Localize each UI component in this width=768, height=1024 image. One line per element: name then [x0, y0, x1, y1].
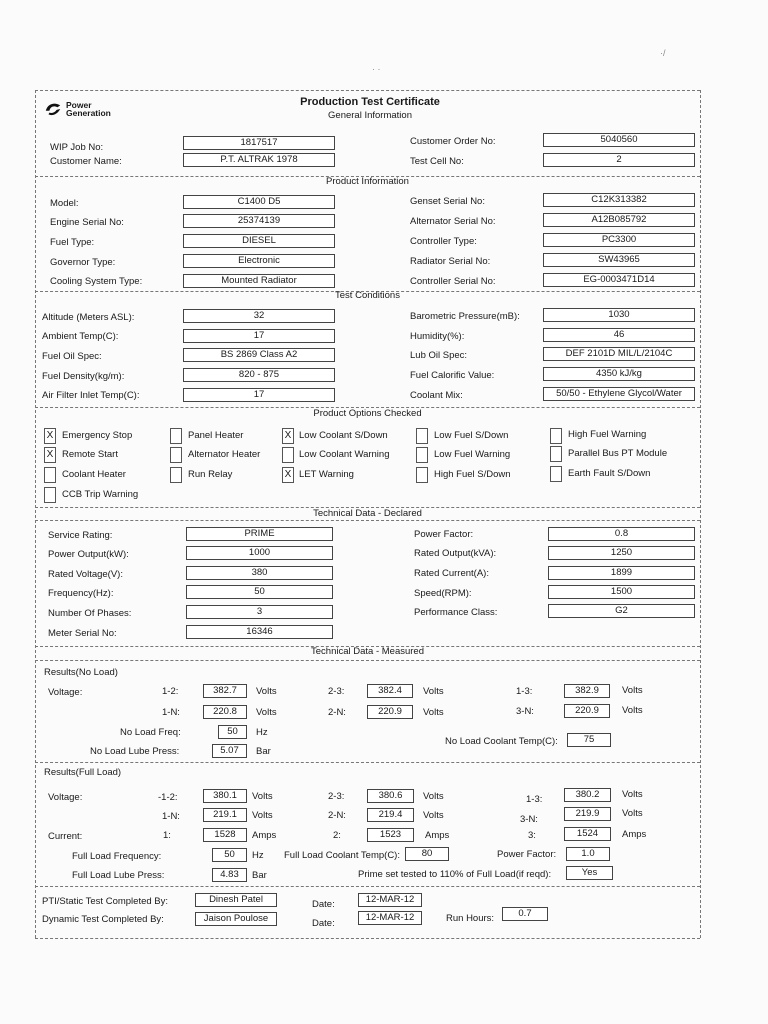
phase-label: 2:: [333, 830, 341, 841]
power-output-label: Power Output(kW):: [48, 549, 129, 560]
wip-job-label: WIP Job No:: [50, 142, 104, 153]
fuel-calorific-label: Fuel Calorific Value:: [410, 370, 495, 381]
full-load-v13-field: 380.2: [564, 788, 611, 802]
service-rating-field: PRIME: [186, 527, 333, 541]
phase-label: 1-2:: [162, 686, 179, 697]
checkbox-low-fuel-warning[interactable]: [416, 447, 428, 463]
air-filter-field: 17: [183, 388, 335, 402]
no-load-lube-field: 5.07: [212, 744, 247, 758]
checkbox-earth-fault-sdown[interactable]: [550, 466, 562, 482]
full-load-coolant-field: 80: [405, 847, 449, 861]
full-load-voltage-label: Voltage:: [48, 792, 83, 803]
full-load-pf-label: Power Factor:: [497, 849, 557, 860]
frequency-field: 50: [186, 585, 333, 599]
full-load-c3-field: 1524: [564, 827, 611, 841]
no-load-coolant-label: No Load Coolant Temp(C):: [445, 736, 558, 747]
governor-type-label: Governor Type:: [50, 257, 116, 268]
no-load-freq-field: 50: [218, 725, 247, 739]
unit-volts: Volts: [252, 810, 273, 821]
unit-volts: Volts: [423, 686, 444, 697]
checkbox-low-coolant-sdown[interactable]: X: [282, 428, 294, 444]
form-border-bottom: [35, 938, 700, 939]
radiator-serial-label: Radiator Serial No:: [410, 256, 491, 267]
phases-label: Number Of Phases:: [48, 608, 132, 619]
checkbox-high-fuel-sdown[interactable]: [416, 467, 428, 483]
option-label: Run Relay: [188, 469, 233, 480]
option-label: Alternator Heater: [188, 449, 261, 460]
unit-volts: Volts: [423, 791, 444, 802]
divider: [35, 886, 700, 887]
scan-speck: ·/: [660, 48, 666, 58]
radiator-serial-field: SW43965: [543, 253, 695, 267]
unit-volts: Volts: [622, 685, 643, 696]
brand-name: Power Generation: [66, 100, 111, 118]
full-load-c1-field: 1528: [203, 828, 247, 842]
lub-oil-field: DEF 2101D MIL/L/2104C: [543, 347, 695, 361]
unit-volts: Volts: [256, 686, 277, 697]
divider: [35, 660, 700, 661]
checkbox-parallel-bus-pt[interactable]: [550, 446, 562, 462]
unit-hz: Hz: [256, 727, 268, 738]
cooling-system-label: Cooling System Type:: [50, 276, 143, 287]
power-factor-field: 0.8: [548, 527, 695, 541]
option-label: Earth Fault S/Down: [568, 468, 651, 479]
customer-name-label: Customer Name:: [50, 156, 122, 167]
unit-bar: Bar: [256, 746, 271, 757]
phase-label: 3-N:: [520, 814, 538, 825]
divider: [35, 520, 700, 521]
controller-serial-field: EG-0003471D14: [543, 273, 695, 287]
full-load-v2n-field: 219.4: [367, 808, 414, 822]
option-label: Low Coolant S/Down: [299, 430, 388, 441]
option-label: Low Fuel Warning: [434, 449, 511, 460]
phase-label: 3-N:: [516, 706, 534, 717]
rated-voltage-label: Rated Voltage(V):: [48, 569, 123, 580]
no-load-coolant-field: 75: [567, 733, 611, 747]
rated-kva-field: 1250: [548, 546, 695, 560]
checkbox-low-coolant-warning[interactable]: [282, 447, 294, 463]
form-border-right: [700, 90, 701, 938]
option-label: Low Fuel S/Down: [434, 430, 509, 441]
current-label: Current:: [48, 831, 83, 842]
section-heading-measured: Technical Data - Measured: [311, 646, 424, 657]
option-label: Parallel Bus PT Module: [568, 448, 668, 459]
no-load-v12-field: 382.7: [203, 684, 247, 698]
baro-field: 1030: [543, 308, 695, 322]
checkbox-ccb-trip-warning[interactable]: [44, 487, 56, 503]
full-load-freq-field: 50: [212, 848, 247, 862]
pti-completed-field: Dinesh Patel: [195, 893, 277, 907]
section-heading-product: Product Information: [326, 176, 409, 187]
frequency-label: Frequency(Hz):: [48, 588, 114, 599]
run-hours-field: 0.7: [502, 907, 548, 921]
option-label: Panel Heater: [188, 430, 244, 441]
option-label: High Fuel Warning: [568, 429, 647, 440]
full-load-v12-field: 380.1: [203, 789, 247, 803]
checkbox-remote-start[interactable]: X: [44, 447, 56, 463]
page-title: Production Test Certificate: [300, 96, 440, 108]
unit-volts: Volts: [622, 808, 643, 819]
full-load-lube-field: 4.83: [212, 868, 247, 882]
fuel-density-field: 820 - 875: [183, 368, 335, 382]
fuel-oil-field: BS 2869 Class A2: [183, 348, 335, 362]
unit-amps: Amps: [622, 829, 647, 840]
performance-class-label: Performance Class:: [414, 607, 498, 618]
dynamic-completed-field: Jaison Poulose: [195, 912, 277, 926]
baro-label: Barometric Pressure(mB):: [410, 311, 520, 322]
coolant-mix-label: Coolant Mix:: [410, 390, 463, 401]
full-load-freq-label: Full Load Frequency:: [72, 851, 162, 862]
meter-serial-label: Meter Serial No:: [48, 628, 117, 639]
option-label: CCB Trip Warning: [62, 489, 139, 500]
rated-current-label: Rated Current(A):: [414, 568, 489, 579]
humidity-label: Humidity(%):: [410, 331, 465, 342]
option-label: Low Coolant Warning: [299, 449, 390, 460]
performance-class-field: G2: [548, 604, 695, 618]
fuel-density-label: Fuel Density(kg/m):: [42, 371, 125, 382]
no-load-heading: Results(No Load): [44, 667, 118, 678]
checkbox-emergency-stop[interactable]: X: [44, 428, 56, 444]
section-heading-options: Product Options Checked: [313, 408, 422, 419]
overload-test-field: Yes: [566, 866, 613, 880]
governor-type-field: Electronic: [183, 254, 335, 268]
option-label: High Fuel S/Down: [434, 469, 511, 480]
phases-field: 3: [186, 605, 333, 619]
unit-volts: Volts: [423, 707, 444, 718]
unit-volts: Volts: [423, 810, 444, 821]
phase-label: 2-3:: [328, 791, 345, 802]
checkbox-high-fuel-warning[interactable]: [550, 428, 562, 444]
phase-label: 2-N:: [328, 810, 346, 821]
scan-speck: · ·: [372, 64, 381, 74]
altitude-field: 32: [183, 309, 335, 323]
phase-label: 3:: [528, 830, 536, 841]
full-load-v3n-field: 219.9: [564, 807, 611, 821]
fuel-calorific-field: 4350 kJ/kg: [543, 367, 695, 381]
power-factor-label: Power Factor:: [414, 529, 474, 540]
model-field: C1400 D5: [183, 195, 335, 209]
unit-volts: Volts: [256, 707, 277, 718]
rated-voltage-field: 380: [186, 566, 333, 580]
fuel-type-label: Fuel Type:: [50, 237, 95, 248]
rated-kva-label: Rated Output(kVA):: [414, 548, 497, 559]
fuel-type-field: DIESEL: [183, 234, 335, 248]
option-label: Remote Start: [62, 449, 118, 460]
divider: [35, 762, 700, 763]
humidity-field: 46: [543, 328, 695, 342]
option-label: Emergency Stop: [62, 430, 133, 441]
service-rating-label: Service Rating:: [48, 530, 113, 541]
checkbox-let-warning[interactable]: X: [282, 467, 294, 483]
controller-type-field: PC3300: [543, 233, 695, 247]
full-load-pf-field: 1.0: [566, 847, 610, 861]
company-logo-icon: [44, 100, 62, 118]
no-load-v13-field: 382.9: [564, 684, 610, 698]
speed-field: 1500: [548, 585, 695, 599]
speed-label: Speed(RPM):: [414, 588, 472, 599]
no-load-v1n-field: 220.8: [203, 705, 247, 719]
phase-label: -1-2:: [158, 792, 178, 803]
form-border-top: [35, 90, 700, 91]
full-load-v1n-field: 219.1: [203, 808, 247, 822]
checkbox-coolant-heater[interactable]: [44, 467, 56, 483]
phase-label: 1-N:: [162, 707, 180, 718]
option-label: LET Warning: [299, 469, 354, 480]
pti-date-field: 12-MAR-12: [358, 893, 422, 907]
power-output-field: 1000: [186, 546, 333, 560]
full-load-coolant-label: Full Load Coolant Temp(C):: [284, 850, 400, 861]
phase-label: 1-3:: [526, 794, 543, 805]
checkbox-low-fuel-sdown[interactable]: [416, 428, 428, 444]
full-load-c2-field: 1523: [367, 828, 414, 842]
cooling-system-field: Mounted Radiator: [183, 274, 335, 288]
rated-current-field: 1899: [548, 566, 695, 580]
dynamic-date-field: 12-MAR-12: [358, 911, 422, 925]
engine-serial-field: 25374139: [183, 214, 335, 228]
phase-label: 1-N:: [162, 811, 180, 822]
phase-label: 1-3:: [516, 686, 533, 697]
option-label: Coolant Heater: [62, 469, 126, 480]
customer-name-field: P.T. ALTRAK 1978: [183, 153, 335, 167]
section-heading-general: General Information: [328, 110, 412, 121]
altitude-label: Altitude (Meters ASL):: [42, 312, 135, 323]
run-hours-label: Run Hours:: [446, 913, 495, 924]
unit-volts: Volts: [622, 705, 643, 716]
alternator-serial-field: A12B085792: [543, 213, 695, 227]
air-filter-label: Air Filter Inlet Temp(C):: [42, 390, 140, 401]
phase-label: 1:: [163, 830, 171, 841]
alternator-serial-label: Alternator Serial No:: [410, 216, 496, 227]
dynamic-date-label: Date:: [312, 918, 335, 929]
controller-serial-label: Controller Serial No:: [410, 276, 496, 287]
full-load-v23-field: 380.6: [367, 789, 414, 803]
ambient-label: Ambient Temp(C):: [42, 331, 119, 342]
fuel-oil-label: Fuel Oil Spec:: [42, 351, 102, 362]
customer-order-field: 5040560: [543, 133, 695, 147]
no-load-lube-label: No Load Lube Press:: [90, 746, 180, 757]
full-load-lube-label: Full Load Lube Press:: [72, 870, 165, 881]
controller-type-label: Controller Type:: [410, 236, 477, 247]
unit-volts: Volts: [622, 789, 643, 800]
phase-label: 2-3:: [328, 686, 345, 697]
wip-job-field: 1817517: [183, 136, 335, 150]
test-cell-field: 2: [543, 153, 695, 167]
engine-serial-label: Engine Serial No:: [50, 217, 124, 228]
pti-date-label: Date:: [312, 899, 335, 910]
lub-oil-label: Lub Oil Spec:: [410, 350, 468, 361]
pti-completed-label: PTI/Static Test Completed By:: [42, 896, 169, 907]
section-heading-conditions: Test Conditions: [335, 290, 400, 301]
genset-serial-field: C12K313382: [543, 193, 695, 207]
section-heading-declared: Technical Data - Declared: [313, 508, 422, 519]
ambient-field: 17: [183, 329, 335, 343]
model-label: Model:: [50, 198, 79, 209]
unit-hz: Hz: [252, 850, 264, 861]
unit-volts: Volts: [252, 791, 273, 802]
customer-order-label: Customer Order No:: [410, 136, 496, 147]
overload-test-label: Prime set tested to 110% of Full Load(if reqd):: [358, 869, 552, 880]
no-load-v3n-field: 220.9: [564, 704, 610, 718]
unit-amps: Amps: [252, 830, 277, 841]
test-cell-label: Test Cell No:: [410, 156, 464, 167]
unit-bar: Bar: [252, 870, 267, 881]
checkbox-run-relay[interactable]: [170, 467, 182, 483]
no-load-v2n-field: 220.9: [367, 705, 413, 719]
checkbox-panel-heater[interactable]: [170, 428, 182, 444]
full-load-heading: Results(Full Load): [44, 767, 122, 778]
phase-label: 2-N:: [328, 707, 346, 718]
coolant-mix-field: 50/50 - Ethylene Glycol/Water: [543, 387, 695, 401]
meter-serial-field: 16346: [186, 625, 333, 639]
no-load-freq-label: No Load Freq:: [120, 727, 181, 738]
unit-amps: Amps: [425, 830, 450, 841]
genset-serial-label: Genset Serial No:: [410, 196, 485, 207]
no-load-voltage-label: Voltage:: [48, 687, 83, 698]
dynamic-completed-label: Dynamic Test Completed By:: [42, 914, 164, 925]
no-load-v23-field: 382.4: [367, 684, 413, 698]
checkbox-alternator-heater[interactable]: [170, 447, 182, 463]
